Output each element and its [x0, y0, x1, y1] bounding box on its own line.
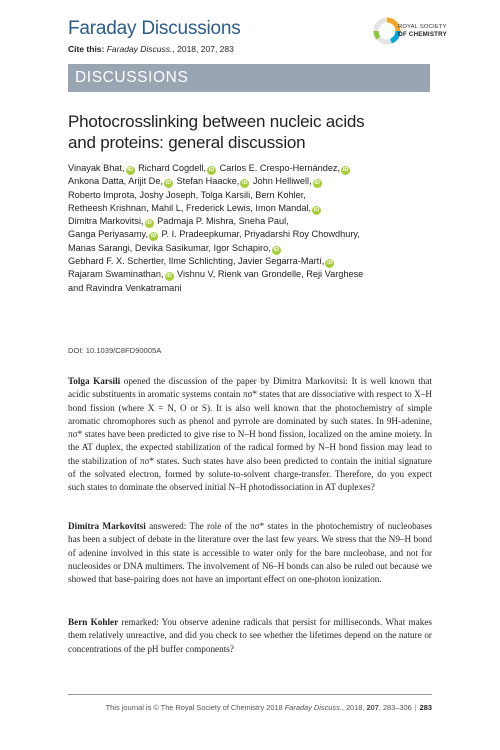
orcid-icon[interactable]: iD: [242, 180, 248, 187]
doi-link[interactable]: DOI: 10.1039/C8FD90005A: [68, 346, 162, 355]
rsc-logo-text: [398, 24, 448, 38]
rsc-logo-line2: OF CHEMISTRY: [398, 31, 447, 38]
paragraph-text: answered: The role of the πσ* states in the photochemistry of nucleobases has been a subject of debate in the literature over the last few years. We stress that the N9–H bond of adenine involved in this state is accessible to water only for the bare nucleobase, and not for nucleosides or DNA multimers. The involvement of N6–H bonds can also be ruled out because we showed that base-pairing does not have an important effect on one-photon ionization.: [68, 521, 432, 585]
discussion-paragraph: [68, 375, 432, 495]
orcid-icon[interactable]: iD: [273, 246, 279, 253]
footer-divider: [68, 694, 432, 695]
author-list: [68, 162, 443, 295]
orcid-icon[interactable]: iD: [127, 167, 133, 173]
rsc-logo-line1: ROYAL SOCIETY: [398, 24, 447, 30]
citation-line: [68, 44, 234, 54]
author-line-9: Rajaram Swaminathan, iD Vishnu V, Rienk van Grondelle, Reji Varghese: [68, 269, 364, 280]
speaker-name: Tolga Karsili: [68, 376, 121, 386]
orcid-icon[interactable]: iD: [314, 180, 320, 187]
author-line-4: Retheesh Krishnan, Mahil L, Frederick Lewis, Imon Mandal, iD: [68, 202, 320, 213]
orcid-icon[interactable]: iD: [146, 220, 152, 227]
discussion-paragraph: [68, 616, 432, 656]
cite-journal: Faraday Discuss.: [106, 44, 173, 54]
cite-rest: , 2018, 207, 283: [172, 44, 234, 54]
cite-prefix: Cite this:: [68, 44, 107, 54]
speaker-name: Dimitra Markovitsi: [68, 521, 146, 531]
title-line-1: Photocrosslinking between nucleic acids: [68, 112, 365, 131]
author-line-3: Roberto Improta, Joshy Joseph, Tolga Karsili, Bern Kohler,: [68, 189, 306, 200]
discussion-paragraph: [68, 520, 432, 586]
author-line-10: and Ravindra Venkatramani: [68, 282, 182, 293]
author-line-7: Manas Sarangi, Devika Sasikumar, Igor Schapiro, iD: [68, 242, 279, 253]
page-number: 283: [419, 703, 432, 712]
section-banner: [68, 64, 430, 92]
author-line-5: Dimitra Markovitsi, iD Padmaja P. Mishra, Sneha Paul,: [68, 216, 289, 227]
orcid-icon[interactable]: iD: [165, 180, 172, 187]
orcid-icon[interactable]: iD: [150, 233, 157, 240]
paragraph-text: remarked: You observe adenine radicals that persist for milliseconds. What makes them relatively unreactive, and did you check to see whether the lifetimes depend on the nature or concentrations of the pH buffer components?: [68, 617, 432, 654]
speaker-name: Bern Kohler: [68, 617, 119, 627]
author-line-2: Ankona Datta, Arijit De, iD Stefan Haacke, iD John Helliwell, iD: [68, 176, 320, 187]
orcid-icon[interactable]: iD: [208, 167, 215, 173]
author-line-8: Gebhard F. X. Schertler, Ilme Schlichting, Javier Segarra-Martí, iD: [68, 256, 333, 267]
page-footer: This journal is © The Royal Society of Chemistry 2018 Faraday Discuss., 2018, 207, 283–306 | 283: [105, 703, 432, 712]
title-line-2: and proteins: general discussion: [68, 133, 306, 152]
rsc-logo: [372, 10, 447, 58]
author-line-1: Vinayak Bhat, iD Richard Cogdell, iD Carlos E. Crespo-Hernández, iD: [68, 163, 349, 173]
orcid-icon[interactable]: iD: [166, 273, 172, 280]
orcid-icon[interactable]: iD: [313, 206, 320, 213]
orcid-icon[interactable]: iD: [342, 167, 349, 173]
orcid-icon[interactable]: iD: [327, 260, 333, 267]
paragraph-text: opened the discussion of the paper by Dimitra Markovitsi: It is well known that acidic substituents in aromatic systems contain πσ* states that are dissociative with respect to X–H bond fission (where X = N, O or S). It is also well known that the photochemistry of simple aromatic chromophores such as phenol and pyrrole are dominated by such states. In 9H-adenine, πσ* states have been predicted to give rise to N–H bond fission, localized on the amine moiety. In the AT duplex, the expected stabilization of the radical formed by N–H bond fission may lead to the stabilization of πσ* states. Such states have also been predicted to contain the initial signature of the solvated electron, formed by solute-to-solvent charge-transfer. Therefore, do you expect such states to dominate the observed initial N–H photodissociation in AT duplexes?: [68, 376, 432, 493]
journal-name: Faraday Discussions: [68, 18, 241, 39]
author-line-6: Ganga Periyasamy, iD P. I. Pradeepkumar, Priyadarshi Roy Chowdhury,: [68, 229, 360, 240]
article-title: [68, 111, 438, 153]
section-banner-label: DISCUSSIONS: [75, 69, 189, 86]
